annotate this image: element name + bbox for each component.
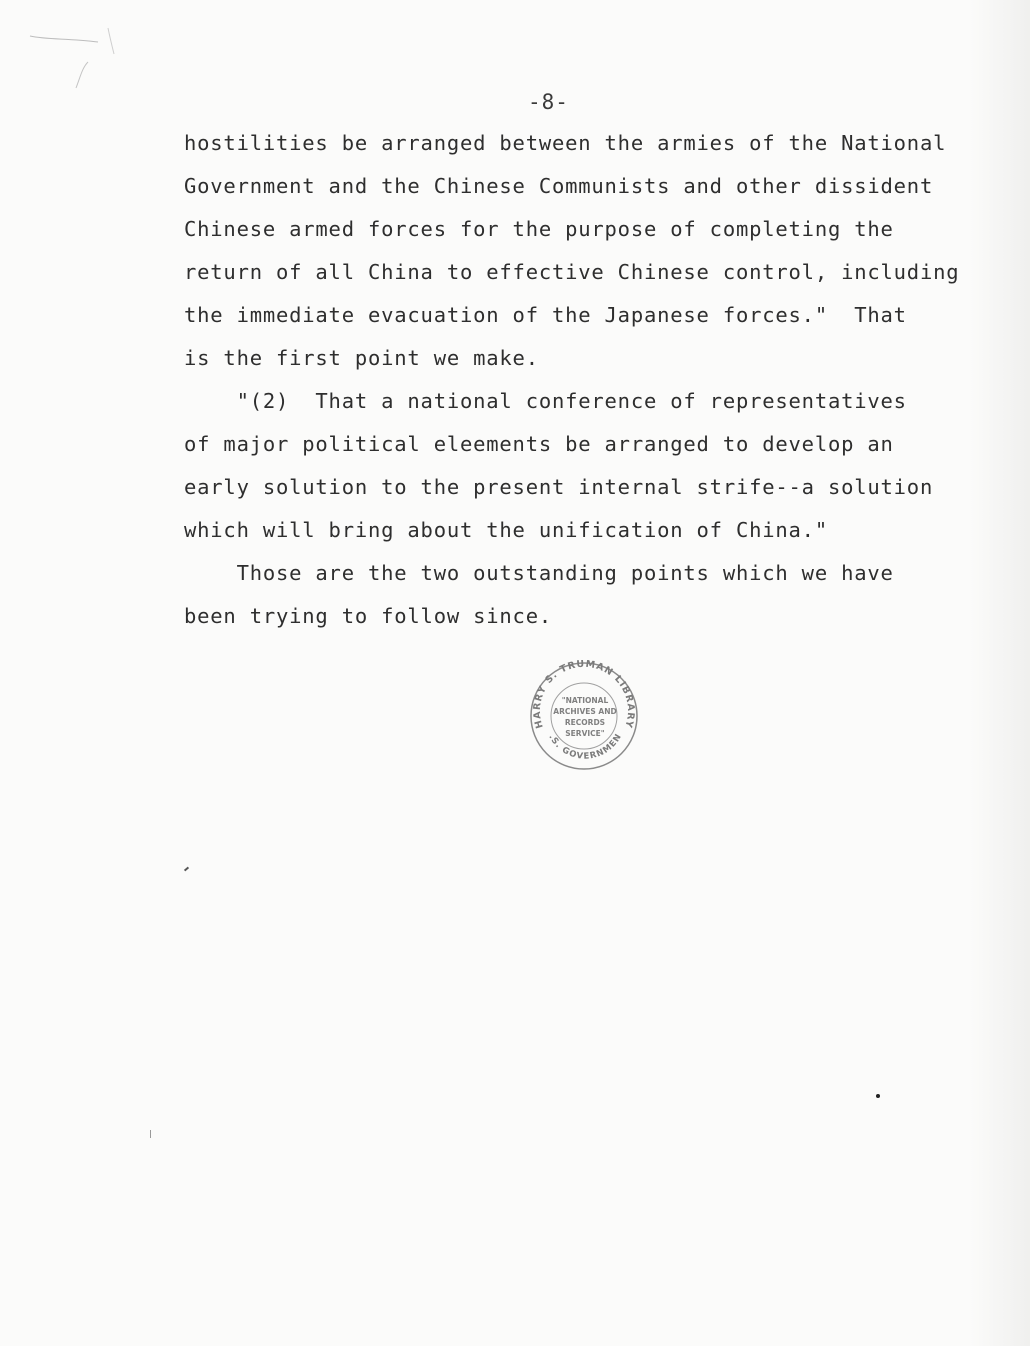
archive-stamp xyxy=(528,660,640,772)
stamp-inner-line: "NATIONAL xyxy=(561,696,609,705)
text-line: Those are the two outstanding points which we have xyxy=(184,561,894,585)
stamp-inner-line: SERVICE" xyxy=(565,729,605,738)
page-number: -8- xyxy=(528,90,569,114)
text-line: the immediate evacuation of the Japanese forces." That xyxy=(184,303,907,327)
ink-speck xyxy=(184,867,189,872)
stamp-inner-line: ARCHIVES AND xyxy=(553,707,617,716)
text-line: Chinese armed forces for the purpose of completing the xyxy=(184,217,894,241)
stamp-bottom-text: .S. GOVERNMEN xyxy=(546,731,625,762)
text-line: hostilities be arranged between the armies of the National xyxy=(184,131,947,155)
text-line: been trying to follow since. xyxy=(184,604,552,628)
text-line: return of all China to effective Chinese control, including xyxy=(184,260,960,284)
text-line: which will bring about the unification of China." xyxy=(184,518,828,542)
ink-speck xyxy=(150,1130,151,1138)
ink-speck xyxy=(876,1094,880,1098)
text-line: is the first point we make. xyxy=(184,346,539,370)
text-line: of major political eleements be arranged to develop an xyxy=(184,432,894,456)
text-line: Government and the Chinese Communists and other dissident xyxy=(184,174,934,198)
text-line: "(2) That a national conference of representatives xyxy=(184,389,907,413)
stamp-outer-text: HARRY S. TRUMAN LIBRARY xyxy=(531,660,637,730)
page-edge-shadow xyxy=(970,0,1030,1346)
stamp-inner-line: RECORDS xyxy=(564,718,606,727)
paper-crease-mark xyxy=(28,18,118,98)
text-line: early solution to the present internal strife--a solution xyxy=(184,475,934,499)
